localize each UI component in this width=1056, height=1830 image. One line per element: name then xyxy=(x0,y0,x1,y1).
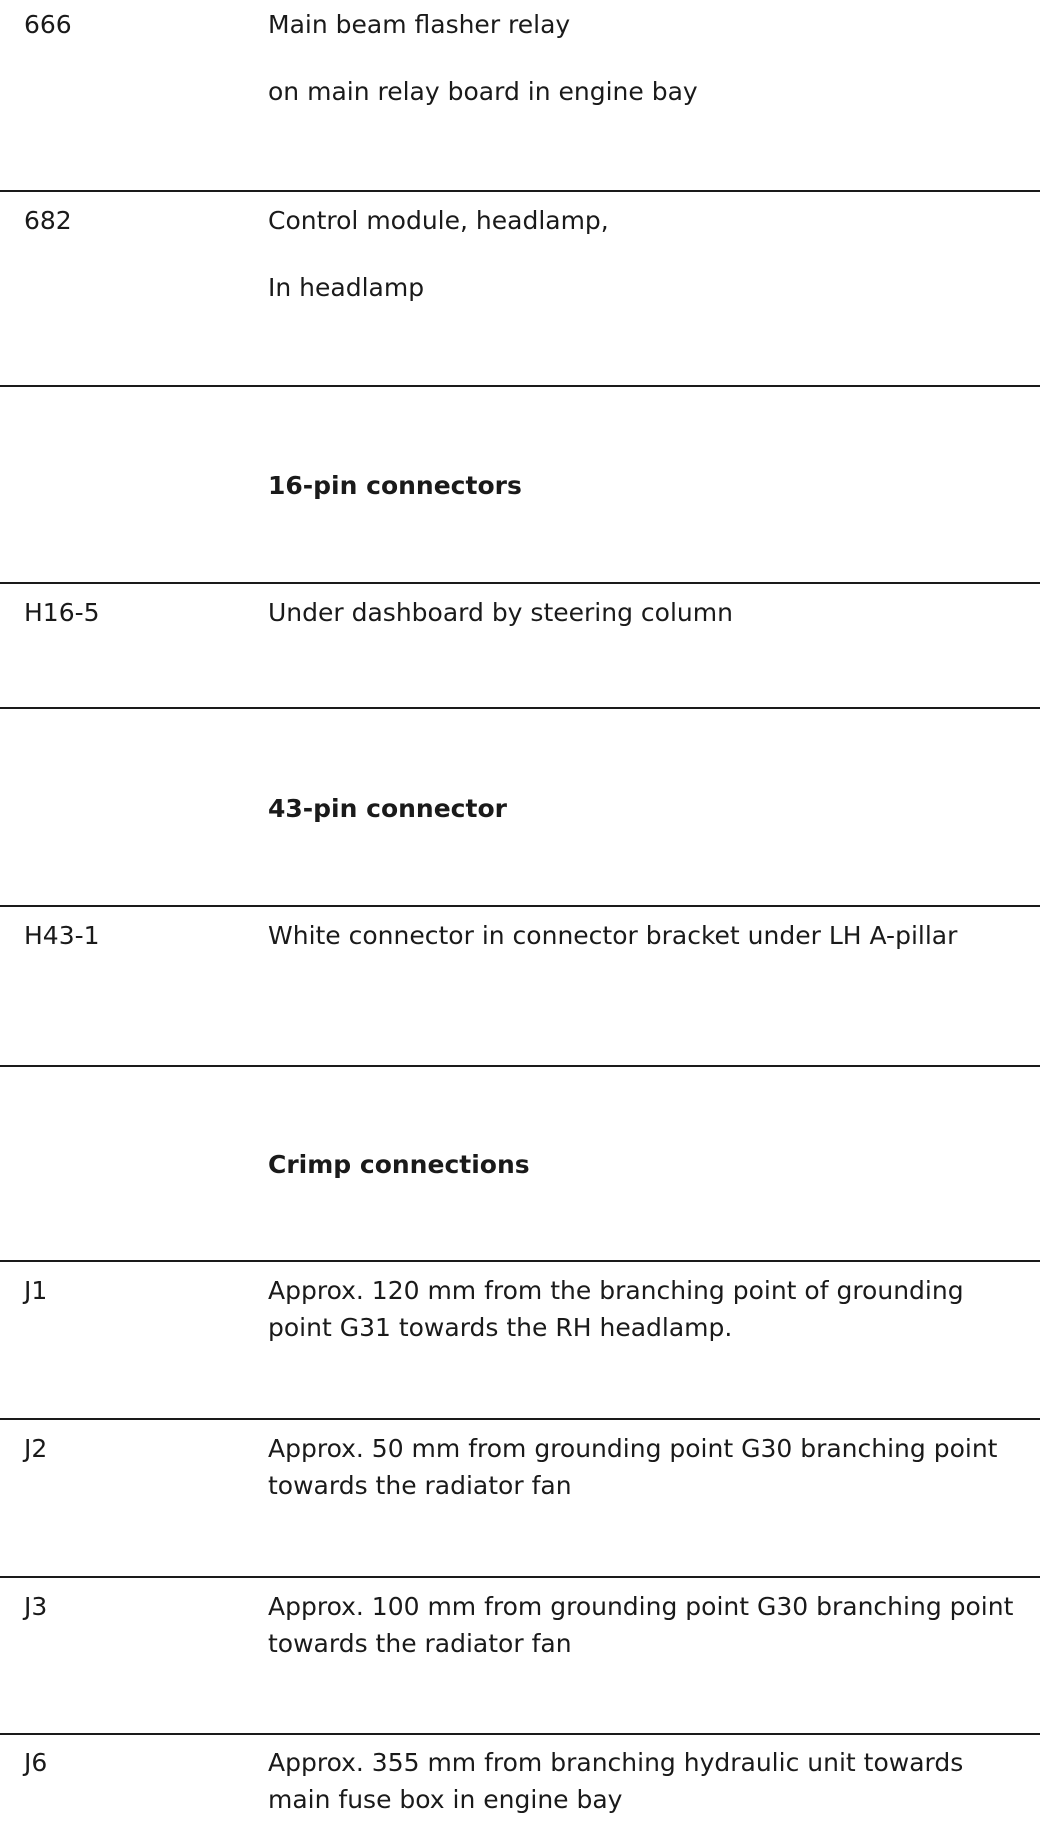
row-divider xyxy=(0,1065,1040,1067)
description-line: Control module, headlamp, xyxy=(268,206,609,235)
row-code: J2 xyxy=(24,1434,48,1463)
row-description: White connector in connector bracket under LH A-pillar xyxy=(268,921,958,950)
row-divider xyxy=(0,1260,1040,1262)
description-line: Main beam flasher relay xyxy=(268,10,571,39)
row-code: H16-5 xyxy=(24,598,100,627)
row-description: Approx. 50 mm from grounding point G30 branching point towards the radiator fan xyxy=(268,1434,998,1500)
row-description xyxy=(268,202,1038,306)
row-description: Under dashboard by steering column xyxy=(268,598,733,627)
row-code: H43-1 xyxy=(24,921,100,950)
row-divider xyxy=(0,1576,1040,1578)
row-code: 666 xyxy=(24,10,72,39)
section-heading-16-pin: 16-pin connectors xyxy=(268,471,522,500)
row-description xyxy=(268,6,1038,110)
description-line: on main relay board in engine bay xyxy=(268,77,698,106)
row-divider xyxy=(0,385,1040,387)
row-code: J1 xyxy=(24,1276,48,1305)
row-divider xyxy=(0,707,1040,709)
row-divider xyxy=(0,1733,1040,1735)
section-heading-crimp: Crimp connections xyxy=(268,1150,530,1179)
row-code: 682 xyxy=(24,206,72,235)
section-heading-43-pin: 43-pin connector xyxy=(268,794,507,823)
row-divider xyxy=(0,1418,1040,1420)
row-code: J6 xyxy=(24,1748,48,1777)
row-divider xyxy=(0,905,1040,907)
row-divider xyxy=(0,190,1040,192)
row-divider xyxy=(0,582,1040,584)
row-description: Approx. 355 mm from branching hydraulic unit towards main fuse box in engine bay xyxy=(268,1748,964,1814)
row-code: J3 xyxy=(24,1592,48,1621)
description-line: In headlamp xyxy=(268,273,425,302)
row-description: Approx. 120 mm from the branching point of grounding point G31 towards the RH headlamp. xyxy=(268,1276,964,1342)
row-description: Approx. 100 mm from grounding point G30 branching point towards the radiator fan xyxy=(268,1592,1014,1658)
